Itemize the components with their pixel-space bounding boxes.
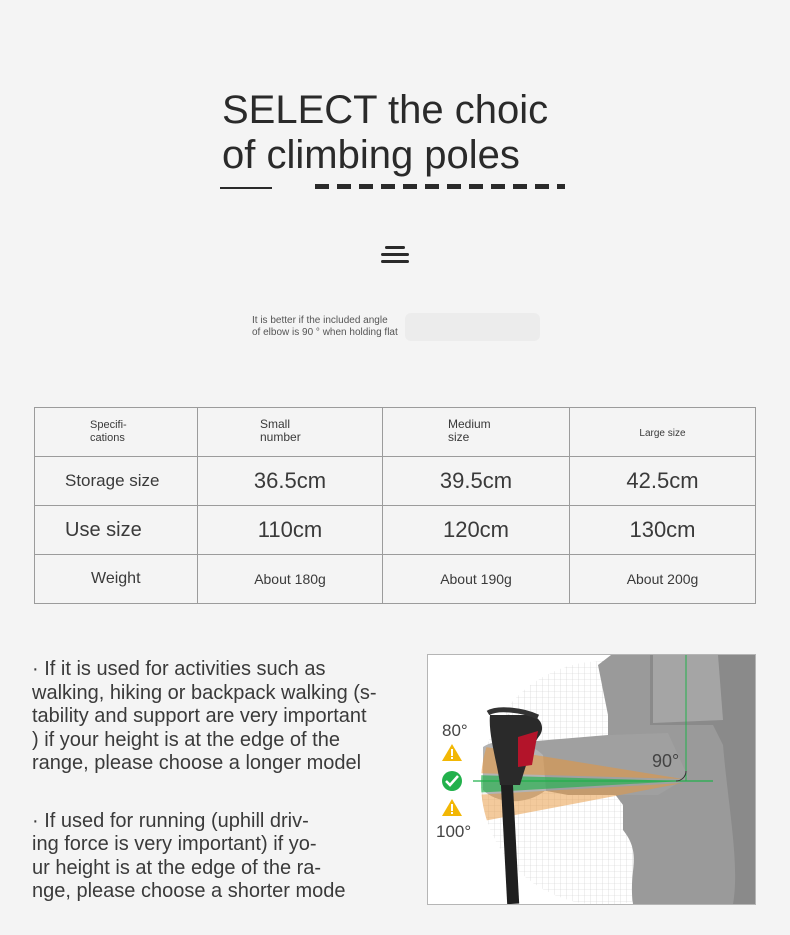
table-cell: 42.5cm — [570, 457, 756, 506]
advice-line: walking, hiking or backpack walking (s- — [32, 681, 377, 704]
header-small-line-2: number — [260, 430, 301, 444]
check-icon — [442, 771, 462, 791]
header-medium — [383, 408, 570, 457]
table-cell: 120cm — [383, 506, 570, 555]
specifications-table — [34, 407, 756, 604]
header-small — [198, 408, 383, 457]
row-label-text: Storage size — [65, 471, 160, 490]
table-cell: 39.5cm — [383, 457, 570, 506]
page-title — [222, 88, 568, 178]
table-cell: 36.5cm — [198, 457, 383, 506]
row-label-text: Use size — [65, 518, 142, 541]
table-cell: 130cm — [570, 506, 756, 555]
angle-100-label: 100° — [436, 822, 472, 841]
usage-advice — [32, 658, 404, 904]
note-smudge — [405, 313, 540, 341]
advice-running — [32, 810, 404, 904]
table-row — [35, 457, 756, 506]
header-specifications-line-2: cations — [90, 431, 125, 444]
advice-line: · If used for running (uphill driv- — [32, 809, 309, 832]
table-row — [35, 506, 756, 555]
advice-line: · If it is used for activities such as — [32, 658, 326, 680]
advice-line: ur height is at the edge of the ra- — [32, 856, 322, 879]
header-large-label: Large size — [639, 428, 686, 439]
angle-90-label: 90° — [652, 751, 680, 771]
row-label-text: Weight — [91, 570, 141, 587]
advice-line: range, please choose a longer model — [32, 752, 362, 774]
header-specifications — [35, 408, 198, 457]
header-specifications-line-1: Specifi- — [90, 418, 127, 431]
advice-walking — [32, 658, 404, 776]
table-cell: About 190g — [383, 555, 570, 604]
angle-80-label: 80° — [442, 721, 468, 740]
header-large — [570, 408, 756, 457]
elbow-angle-note — [252, 315, 398, 339]
title-line-1: SELECT the choic — [222, 88, 549, 132]
row-label — [35, 555, 198, 604]
advice-line: ) if your height is at the edge of the — [32, 728, 340, 751]
title-underline — [220, 184, 565, 192]
table-cell: About 180g — [198, 555, 383, 604]
note-line-1: It is better if the included angle — [252, 315, 388, 326]
advice-line: nge, please choose a shorter mode — [32, 880, 346, 902]
menu-icon — [381, 246, 409, 264]
table-cell: 110cm — [198, 506, 383, 555]
title-line-2: of climbing poles — [222, 133, 520, 177]
elbow-angle-illustration — [427, 654, 756, 905]
row-label — [35, 457, 198, 506]
table-row — [35, 555, 756, 604]
advice-line: tability and support are very important — [32, 705, 367, 727]
row-label — [35, 506, 198, 555]
advice-line: ing force is very important) if yo- — [32, 833, 317, 855]
note-line-2: of elbow is 90 ° when holding flat — [252, 327, 398, 338]
table-header-row — [35, 408, 756, 457]
header-medium-line-1: Medium — [448, 417, 491, 431]
table-cell: About 200g — [570, 555, 756, 604]
header-medium-line-2: size — [448, 430, 470, 444]
header-small-line-1: Small — [260, 417, 291, 431]
